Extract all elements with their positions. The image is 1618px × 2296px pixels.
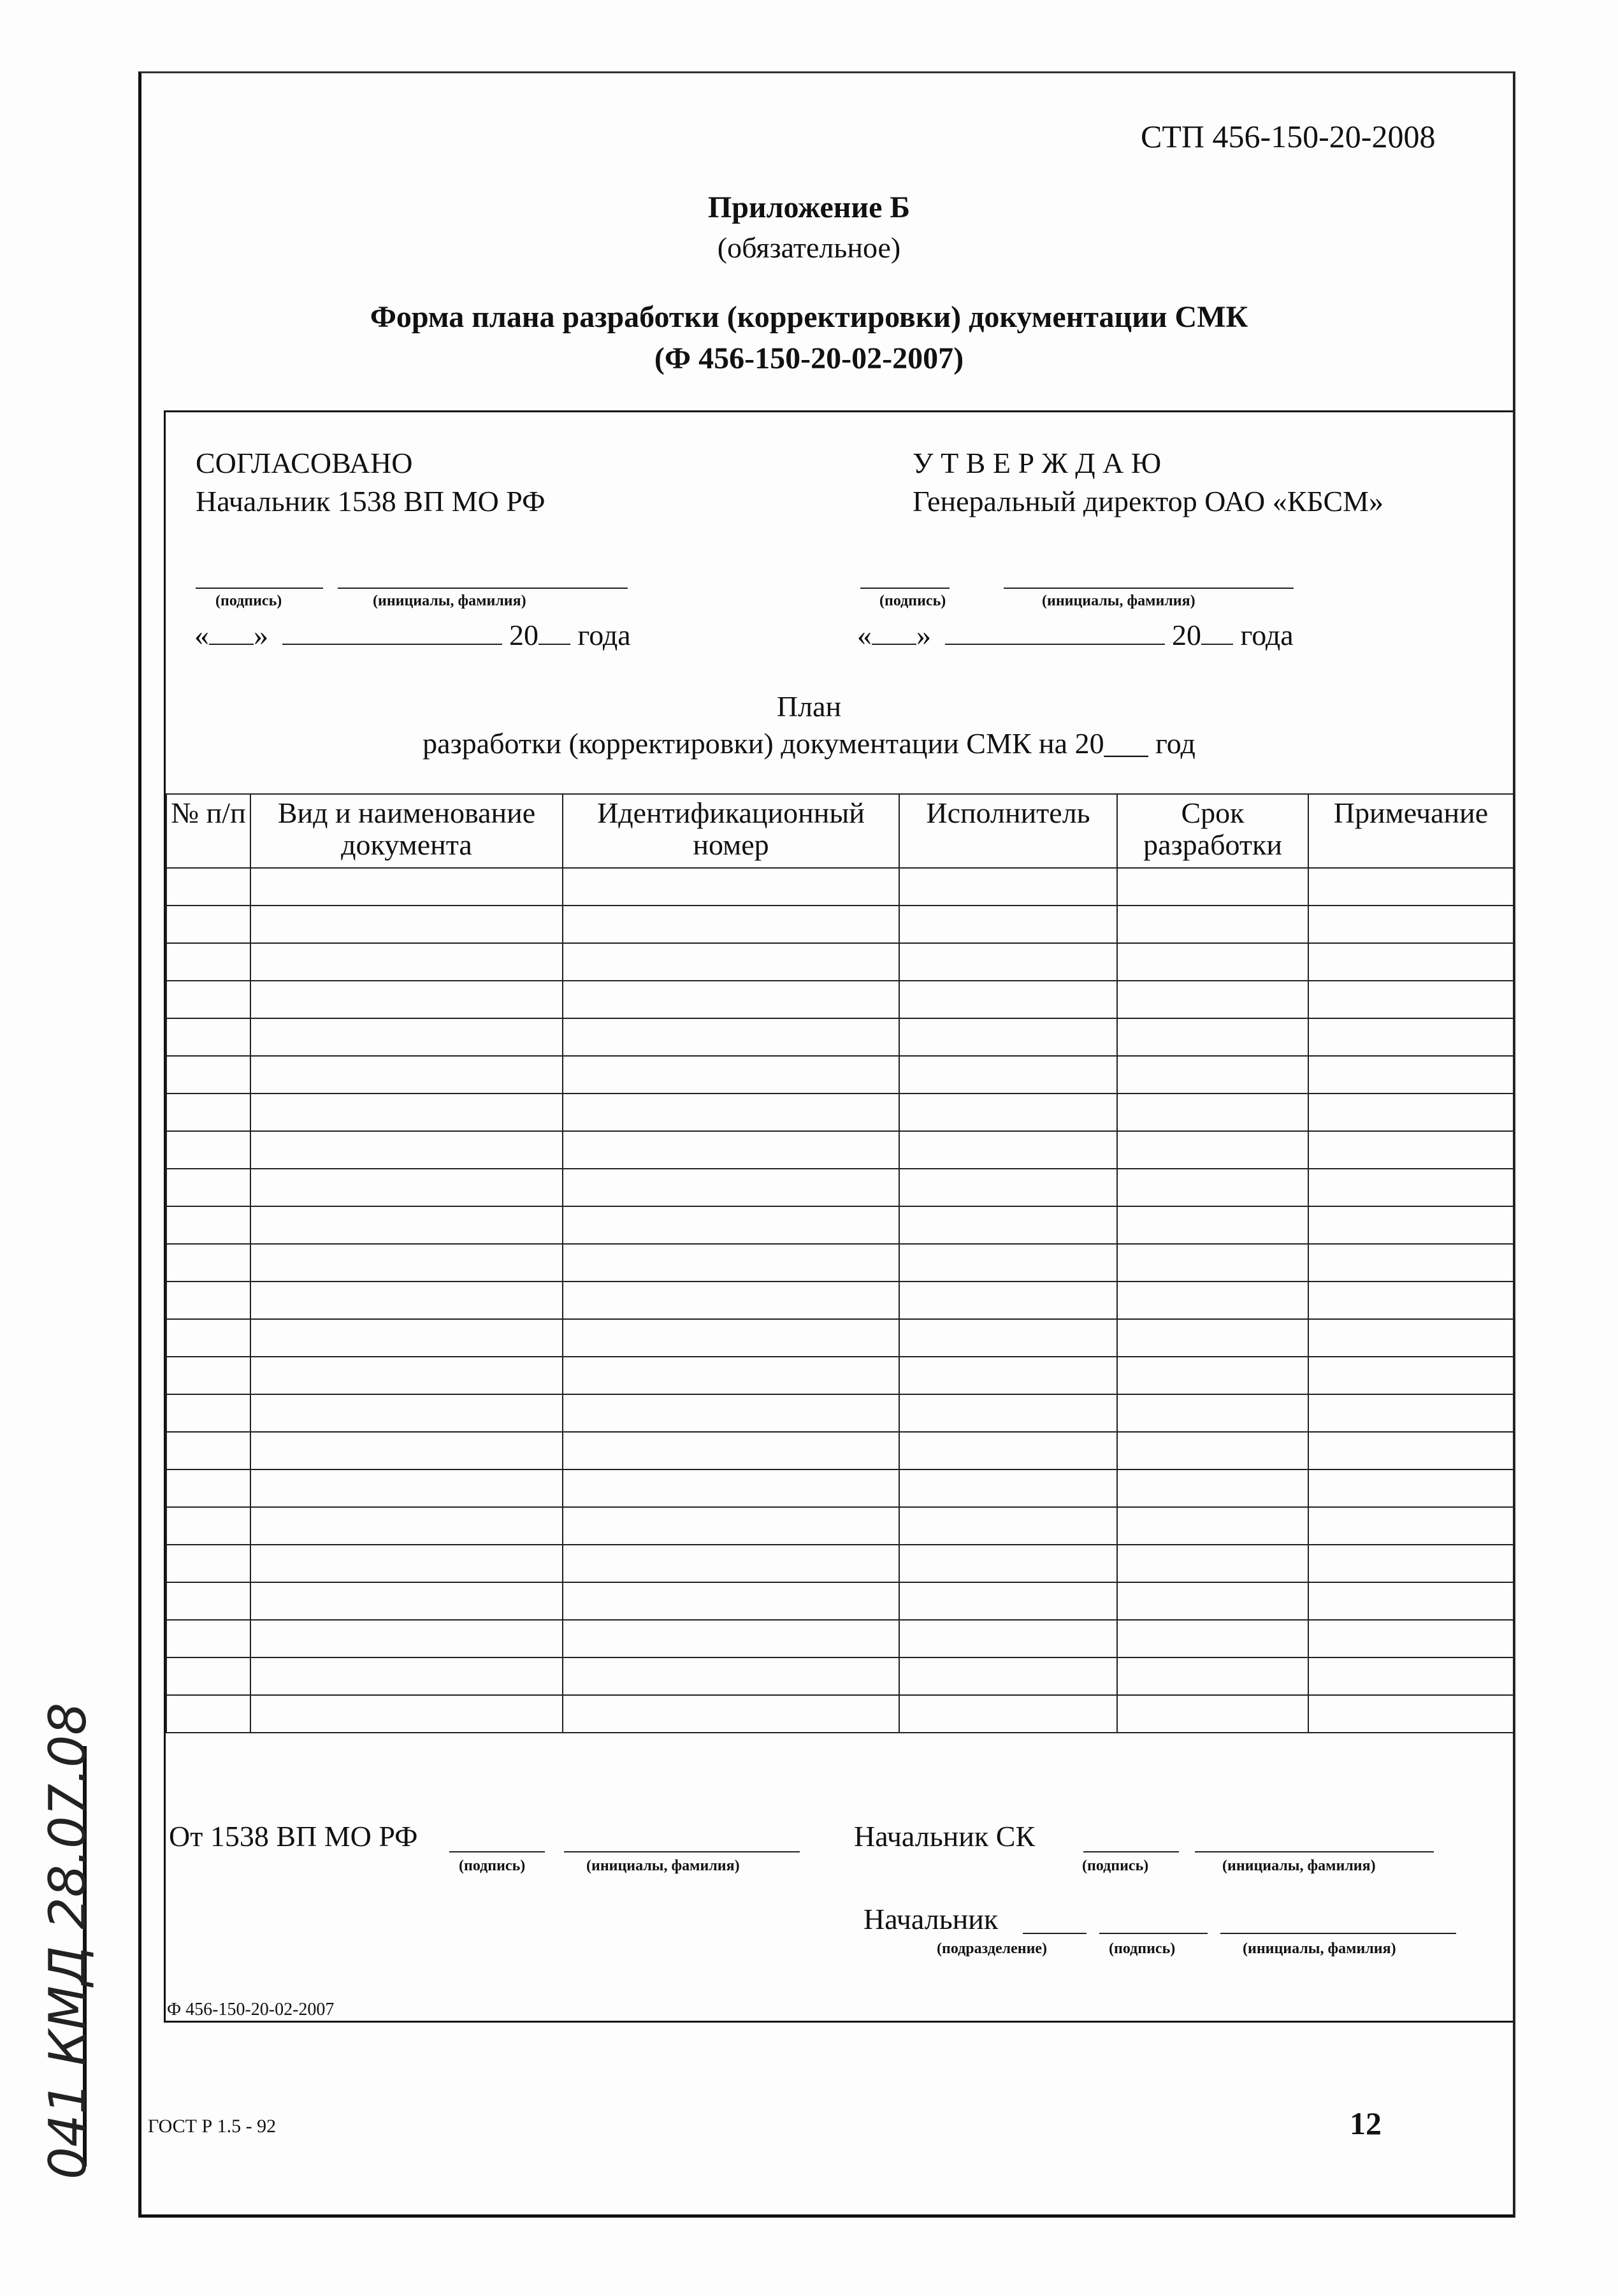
footer-sk-initials-caption: (инициалы, фамилия)	[1222, 1858, 1376, 1874]
table-cell	[250, 1469, 563, 1507]
table-cell	[1117, 1620, 1308, 1657]
column-header-deadline: Срок разработки	[1117, 794, 1308, 868]
table-cell	[899, 1056, 1117, 1094]
table-cell	[166, 1094, 250, 1131]
table-cell	[250, 1582, 563, 1620]
table-cell	[899, 1282, 1117, 1319]
table-cell	[1117, 1582, 1308, 1620]
table-cell	[1117, 1282, 1308, 1319]
table-cell	[1308, 906, 1513, 943]
table-cell	[1117, 1507, 1308, 1545]
left-initials-line	[338, 588, 628, 589]
table-row	[166, 1357, 1513, 1394]
table-cell	[899, 1432, 1117, 1469]
table-cell	[563, 1094, 899, 1131]
table-cell	[1308, 1394, 1513, 1432]
table-cell	[250, 1319, 563, 1357]
table-cell	[166, 1056, 250, 1094]
table-cell	[166, 1244, 250, 1282]
table-cell	[166, 1394, 250, 1432]
table-cell	[1117, 1394, 1308, 1432]
footer-dept-signature-line	[1099, 1933, 1208, 1934]
table-cell	[250, 1657, 563, 1695]
table-cell	[166, 1582, 250, 1620]
table-cell	[563, 1319, 899, 1357]
table-cell	[166, 1545, 250, 1582]
table-cell	[563, 1582, 899, 1620]
table-cell	[563, 943, 899, 981]
table-cell	[563, 1469, 899, 1507]
table-cell	[166, 1319, 250, 1357]
table-cell	[1308, 1094, 1513, 1131]
table-cell	[166, 1169, 250, 1206]
table-cell	[1308, 1131, 1513, 1169]
footer-dept-department-caption: (подразделение)	[937, 1940, 1048, 1957]
footer-sk-signature-line	[1083, 1851, 1179, 1852]
table-cell	[166, 1206, 250, 1244]
table-cell	[250, 981, 563, 1018]
table-cell	[899, 906, 1117, 943]
table-row	[166, 1695, 1513, 1733]
footer-dept-line	[1023, 1933, 1087, 1934]
table-row	[166, 981, 1513, 1018]
table-cell	[899, 1695, 1117, 1733]
approval-left-position: Начальник 1538 ВП МО РФ	[196, 485, 545, 517]
table-cell	[250, 1244, 563, 1282]
table-cell	[899, 868, 1117, 906]
table-cell	[1308, 1507, 1513, 1545]
table-row	[166, 1319, 1513, 1357]
table-cell	[563, 1244, 899, 1282]
plan-title: План	[776, 690, 842, 723]
table-cell	[1117, 1018, 1308, 1056]
column-header-document: Вид и наименование документа	[250, 794, 563, 868]
right-initials-caption: (инициалы, фамилия)	[1042, 593, 1195, 609]
table-cell	[1308, 1357, 1513, 1394]
footer-dept-initials-caption: (инициалы, фамилия)	[1243, 1940, 1396, 1957]
table-cell	[563, 1206, 899, 1244]
left-initials-caption: (инициалы, фамилия)	[373, 593, 526, 609]
footer-from-initials-caption: (инициалы, фамилия)	[586, 1858, 740, 1874]
table-row	[166, 1394, 1513, 1432]
table-row	[166, 1469, 1513, 1507]
document-code: СТП 456-150-20-2008	[1141, 119, 1436, 154]
table-cell	[1117, 1056, 1308, 1094]
table-row	[166, 1507, 1513, 1545]
table-cell	[166, 1469, 250, 1507]
table-cell	[250, 1507, 563, 1545]
table-cell	[899, 1507, 1117, 1545]
table-cell	[250, 1131, 563, 1169]
footer-from-initials-line	[564, 1851, 800, 1852]
table-cell	[166, 1695, 250, 1733]
table-cell	[250, 1018, 563, 1056]
right-initials-line	[1004, 588, 1294, 589]
left-signature-line	[196, 588, 323, 589]
table-row	[166, 1657, 1513, 1695]
page-number: 12	[1350, 2105, 1382, 2141]
table-cell	[563, 1056, 899, 1094]
table-cell	[1308, 1056, 1513, 1094]
table-cell	[166, 981, 250, 1018]
table-cell	[1117, 1244, 1308, 1282]
table-row	[166, 1244, 1513, 1282]
table-cell	[563, 1695, 899, 1733]
table-body	[166, 868, 1513, 1733]
table-cell	[166, 906, 250, 943]
table-cell	[166, 1357, 250, 1394]
table-cell	[1308, 1169, 1513, 1206]
form-title: Форма плана разработки (корректировки) документации СМК	[370, 300, 1248, 334]
table-cell	[1117, 981, 1308, 1018]
table-row	[166, 1169, 1513, 1206]
footer-dept-signature-caption: (подпись)	[1109, 1940, 1176, 1957]
table-cell	[1308, 1244, 1513, 1282]
table-row	[166, 1018, 1513, 1056]
table-cell	[1308, 981, 1513, 1018]
table-cell	[1308, 943, 1513, 981]
table-cell	[563, 1657, 899, 1695]
table-cell	[563, 1169, 899, 1206]
table-cell	[563, 981, 899, 1018]
table-cell	[166, 1620, 250, 1657]
table-row	[166, 1206, 1513, 1244]
table-cell	[899, 1469, 1117, 1507]
form-footer-code: Ф 456-150-20-02-2007	[167, 2000, 335, 2019]
table-cell	[1117, 1469, 1308, 1507]
approval-right-title: У Т В Е Р Ж Д А Ю	[913, 447, 1162, 479]
table-row	[166, 1282, 1513, 1319]
table-cell	[1117, 1169, 1308, 1206]
table-cell	[250, 906, 563, 943]
footer-from-signature-caption: (подпись)	[459, 1858, 526, 1874]
table-cell	[250, 1056, 563, 1094]
table-cell	[250, 1620, 563, 1657]
table-cell	[899, 943, 1117, 981]
table-cell	[899, 981, 1117, 1018]
column-header-note: Примечание	[1308, 794, 1513, 868]
approval-left-title: СОГЛАСОВАНО	[196, 447, 413, 479]
table-cell	[166, 943, 250, 981]
table-cell	[1308, 1432, 1513, 1469]
table-cell	[1117, 906, 1308, 943]
form-code: (Ф 456-150-20-02-2007)	[654, 342, 964, 375]
table-row	[166, 906, 1513, 943]
table-cell	[1308, 1545, 1513, 1582]
table-row	[166, 1131, 1513, 1169]
column-header-number: № п/п	[166, 794, 250, 868]
table-cell	[563, 1394, 899, 1432]
table-cell	[563, 1357, 899, 1394]
table-cell	[899, 1394, 1117, 1432]
table-cell	[899, 1357, 1117, 1394]
table-cell	[1308, 1695, 1513, 1733]
footer-sk-initials-line	[1195, 1851, 1434, 1852]
table-cell	[166, 1131, 250, 1169]
table-cell	[1117, 1319, 1308, 1357]
table-cell	[899, 1244, 1117, 1282]
table-cell	[1308, 1282, 1513, 1319]
table-cell	[250, 1545, 563, 1582]
handwritten-stamp: 041 КМД 28.07.08	[38, 1702, 98, 2179]
footer-sk-label: Начальник СК	[854, 1820, 1036, 1852]
table-cell	[250, 1432, 563, 1469]
table-cell	[899, 1545, 1117, 1582]
gost-reference: ГОСТ Р 1.5 - 92	[148, 2116, 277, 2137]
plan-subtitle: разработки (корректировки) документации СМК на 20___ год	[423, 727, 1195, 760]
table-cell	[1117, 1432, 1308, 1469]
footer-sk-signature-caption: (подпись)	[1082, 1858, 1149, 1874]
table-cell	[1308, 1620, 1513, 1657]
table-cell	[250, 1394, 563, 1432]
column-header-id: Идентификационный номер	[563, 794, 899, 868]
table-cell	[563, 1018, 899, 1056]
table-cell	[250, 1206, 563, 1244]
table-cell	[166, 1657, 250, 1695]
table-cell	[563, 1282, 899, 1319]
table-cell	[166, 1282, 250, 1319]
table-cell	[1117, 1695, 1308, 1733]
table-cell	[1308, 1469, 1513, 1507]
table-cell	[250, 1357, 563, 1394]
table-cell	[1117, 1094, 1308, 1131]
table-cell	[899, 1657, 1117, 1695]
table-cell	[166, 1507, 250, 1545]
table-cell	[1117, 943, 1308, 981]
table-row	[166, 943, 1513, 981]
table-cell	[166, 868, 250, 906]
table-cell	[1117, 1206, 1308, 1244]
table-cell	[1117, 1131, 1308, 1169]
table-cell	[1308, 868, 1513, 906]
table-cell	[899, 1620, 1117, 1657]
left-date-row: « » 20 года	[194, 619, 631, 651]
table-cell	[899, 1206, 1117, 1244]
right-date-row: « » 20 года	[857, 619, 1294, 651]
table-row	[166, 868, 1513, 906]
footer-from-label: От 1538 ВП МО РФ	[169, 1820, 418, 1852]
table-row	[166, 1545, 1513, 1582]
table-cell	[899, 1094, 1117, 1131]
table-cell	[1308, 1582, 1513, 1620]
table-cell	[1308, 1657, 1513, 1695]
table-cell	[1308, 1319, 1513, 1357]
right-signature-caption: (подпись)	[879, 593, 946, 609]
table-cell	[563, 906, 899, 943]
approval-right-position: Генеральный директор ОАО «КБСМ»	[913, 485, 1384, 517]
table-cell	[1308, 1206, 1513, 1244]
table-cell	[563, 1131, 899, 1169]
table-cell	[250, 1695, 563, 1733]
table-cell	[899, 1582, 1117, 1620]
table-cell	[899, 1131, 1117, 1169]
table-row	[166, 1056, 1513, 1094]
table-cell	[563, 1507, 899, 1545]
table-row	[166, 1094, 1513, 1131]
footer-dept-initials-line	[1220, 1933, 1456, 1934]
table-cell	[1308, 1018, 1513, 1056]
table-cell	[250, 868, 563, 906]
table-row	[166, 1620, 1513, 1657]
table-header-row	[166, 794, 1513, 868]
table-cell	[1117, 1545, 1308, 1582]
plan-table	[166, 793, 1514, 1733]
table-cell	[899, 1018, 1117, 1056]
table-cell	[563, 1432, 899, 1469]
footer-dept-label: Начальник	[863, 1903, 999, 1935]
table-cell	[250, 943, 563, 981]
right-signature-line	[860, 588, 950, 589]
table-cell	[899, 1169, 1117, 1206]
table-cell	[899, 1319, 1117, 1357]
table-cell	[563, 1620, 899, 1657]
table-row	[166, 1582, 1513, 1620]
table-cell	[166, 1018, 250, 1056]
table-cell	[250, 1094, 563, 1131]
table-cell	[250, 1169, 563, 1206]
table-cell	[1117, 1657, 1308, 1695]
table-cell	[1117, 1357, 1308, 1394]
table-cell	[1117, 868, 1308, 906]
footer-from-signature-line	[449, 1851, 545, 1852]
left-signature-caption: (подпись)	[215, 593, 282, 609]
table-cell	[563, 1545, 899, 1582]
table-cell	[250, 1282, 563, 1319]
table-cell	[563, 868, 899, 906]
appendix-note: (обязательное)	[717, 231, 901, 264]
table-row	[166, 1432, 1513, 1469]
table-cell	[166, 1432, 250, 1469]
column-header-executor: Исполнитель	[899, 794, 1117, 868]
appendix-title: Приложение Б	[707, 191, 911, 224]
